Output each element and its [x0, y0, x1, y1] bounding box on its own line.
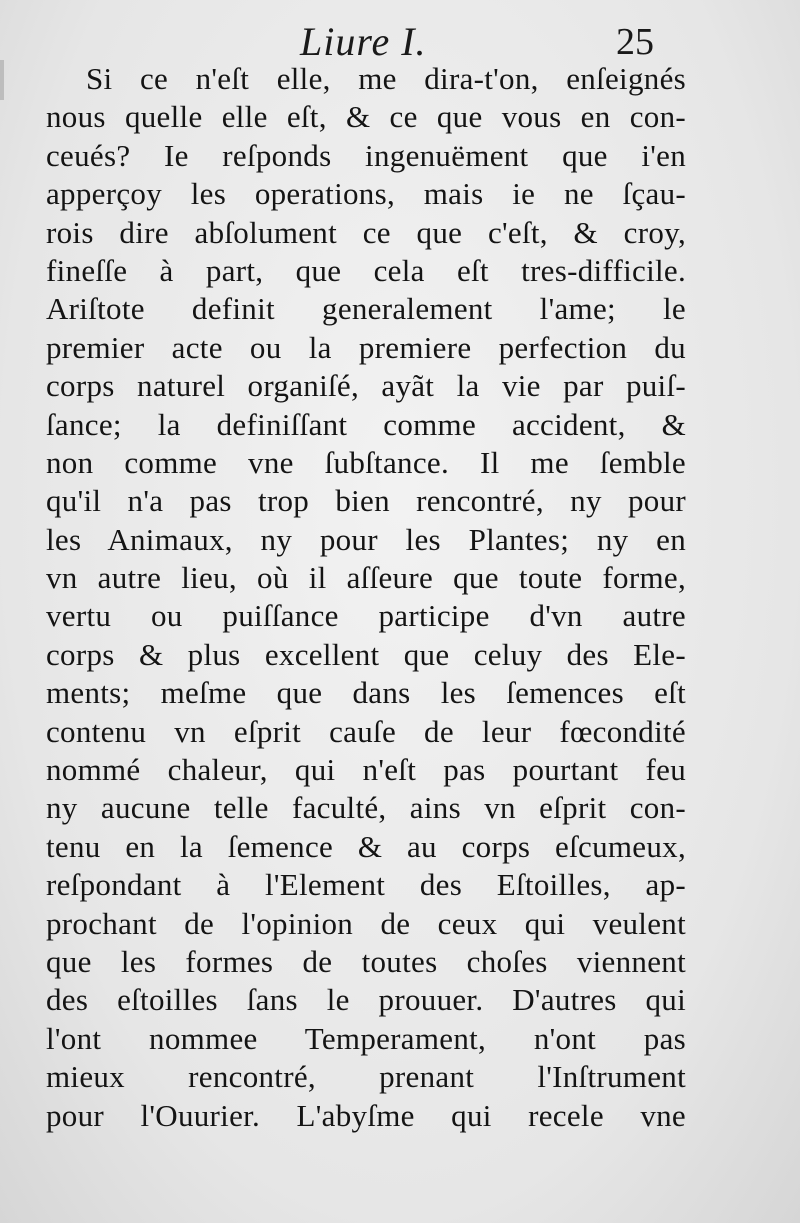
page-number: 25	[616, 21, 654, 63]
text-line: vn autre lieu, où il aſſeure que toute forme,	[46, 560, 686, 596]
text-line: l'ont nommee Temperament, n'ont pas	[46, 1020, 686, 1056]
text-line: mieux rencontré, prenant l'Inſtrument	[46, 1059, 686, 1095]
text-line: prochant de l'opinion de ceux qui veulent	[46, 905, 686, 941]
text-line: ny aucune telle faculté, ains vn eſprit con-	[46, 790, 686, 826]
text-line: nommé chaleur, qui n'eſt pas pourtant feu	[46, 752, 686, 788]
text-line: corps & plus excellent que celuy des Ele-	[46, 636, 686, 672]
text-line: que les formes de toutes choſes viennent	[46, 943, 686, 979]
text-line: ments; meſme que dans les ſemences eſt	[46, 675, 686, 711]
text-line: Ariſtote definit generalement l'ame; le	[46, 291, 686, 327]
text-line: vertu ou puiſſance participe d'vn autre	[46, 598, 686, 634]
text-line: ceués? Ie reſponds ingenuëment que i'en	[46, 137, 686, 173]
text-line: des eſtoilles ſans le prouuer. D'autres qui	[46, 982, 686, 1018]
text-line: nous quelle elle eſt, & ce que vous en con-	[46, 99, 686, 135]
text-line: apperçoy les operations, mais ie ne ſçau-	[46, 176, 686, 212]
text-line: reſpondant à l'Element des Eſtoilles, ap-	[46, 867, 686, 903]
page-header	[0, 14, 800, 66]
body-text	[46, 60, 686, 1135]
text-line: ſance; la definiſſant comme accident, &	[46, 406, 686, 442]
text-line: corps naturel organiſé, ayãt la vie par puiſ-	[46, 368, 686, 404]
text-line: contenu vn eſprit cauſe de leur fœcondité	[46, 713, 686, 749]
page-edge-mark	[0, 60, 4, 100]
running-title: Liure I.	[300, 19, 427, 64]
text-line: tenu en la ſemence & au corps eſcumeux,	[46, 828, 686, 864]
text-line: non comme vne ſubſtance. Il me ſemble	[46, 444, 686, 480]
text-line: Si ce n'eſt elle, me dira-t'on, enſeignés	[86, 61, 686, 96]
text-line: fineſſe à part, que cela eſt tres-difficile.	[46, 252, 686, 288]
text-line: pour l'Ouurier. L'abyſme qui recele vne	[46, 1097, 686, 1133]
text-line: rois dire abſolument ce que c'eſt, & croy,	[46, 214, 686, 250]
text-line: premier acte ou la premiere perfection du	[46, 329, 686, 365]
text-line: les Animaux, ny pour les Plantes; ny en	[46, 521, 686, 557]
text-line: qu'il n'a pas trop bien rencontré, ny pour	[46, 483, 686, 519]
